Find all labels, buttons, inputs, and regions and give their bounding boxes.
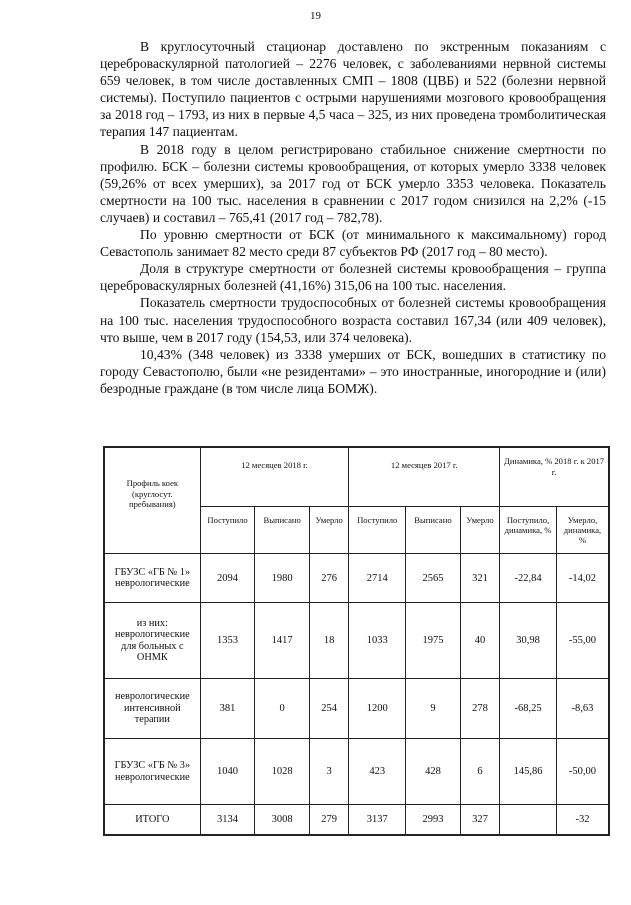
table-cell: -32 bbox=[556, 805, 609, 836]
table-cell: 0 bbox=[255, 679, 310, 739]
table-cell: 279 bbox=[309, 805, 348, 836]
sub-header: Выписано bbox=[406, 507, 461, 554]
table-cell: 1353 bbox=[200, 603, 255, 679]
table-row-total bbox=[104, 805, 609, 836]
row-profile: ГБУЗС «ГБ № 1» неврологические bbox=[104, 554, 200, 603]
sub-header: Умерло bbox=[460, 507, 499, 554]
table-cell: 6 bbox=[460, 739, 499, 805]
table-cell: 276 bbox=[309, 554, 348, 603]
paragraph-2: В 2018 году в целом регистрировано стабильное снижение смертности по профилю. БСК – болезни системы кровообращения, от которых умерло 3338 человек (59,26% от всех умерших), за 2017 год от БСК умерло 3353 человека. Показатель смертности на 100 тыс. населения в сравнении с 2017 годом снизился на 2,2% (-15 случаев) и составил – 765,41 (2017 год – 782,78). bbox=[100, 141, 606, 225]
table-cell: 1033 bbox=[349, 603, 406, 679]
table-cell: 1975 bbox=[406, 603, 461, 679]
table-cell: 9 bbox=[406, 679, 461, 739]
row-profile: ГБУЗС «ГБ № 3» неврологические bbox=[104, 739, 200, 805]
table-cell: 1980 bbox=[255, 554, 310, 603]
table-row bbox=[104, 739, 609, 805]
table-row bbox=[104, 603, 609, 679]
table-cell: 1040 bbox=[200, 739, 255, 805]
table-cell: 423 bbox=[349, 739, 406, 805]
table-cell: 327 bbox=[460, 805, 499, 836]
table-cell: -55,00 bbox=[556, 603, 609, 679]
table-cell: 40 bbox=[460, 603, 499, 679]
row-profile: из них: неврологические для больных с ОНМК bbox=[104, 603, 200, 679]
table-cell: 2094 bbox=[200, 554, 255, 603]
table-cell: 145,86 bbox=[500, 739, 557, 805]
paragraph-6: 10,43% (348 человек) из 3338 умерших от БСК, вошедших в статистику по городу Севастополю, были «не резидентами» – это иностранные, иногородние и (или) безродные граждане (в том числе лица БОМЖ). bbox=[100, 346, 606, 396]
table-cell: 254 bbox=[309, 679, 348, 739]
table-cell: 30,98 bbox=[500, 603, 557, 679]
table-cell bbox=[500, 805, 557, 836]
sub-header: Поступило, динамика, % bbox=[500, 507, 557, 554]
paragraph-4: Доля в структуре смертности от болезней системы кровообращения – группа цереброваскулярных болезней (41,16%) 315,06 на 100 тыс. населения. bbox=[100, 261, 606, 294]
table-cell: -68,25 bbox=[500, 679, 557, 739]
body-text bbox=[100, 38, 606, 397]
table-cell: 3 bbox=[309, 739, 348, 805]
table-cell: 1028 bbox=[255, 739, 310, 805]
table-cell: -8,63 bbox=[556, 679, 609, 739]
table-cell: 3137 bbox=[349, 805, 406, 836]
sub-header: Умерло, динамика, % bbox=[556, 507, 609, 554]
table-cell: 278 bbox=[460, 679, 499, 739]
sub-header: Поступило bbox=[200, 507, 255, 554]
sub-header: Умерло bbox=[309, 507, 348, 554]
table-cell: 2565 bbox=[406, 554, 461, 603]
table-cell: -22,84 bbox=[500, 554, 557, 603]
corner-header: Профиль коек (круглосут. пребывания) bbox=[104, 447, 200, 554]
table-cell: 321 bbox=[460, 554, 499, 603]
sub-header: Поступило bbox=[349, 507, 406, 554]
group-header-dynamics: Динамика, % 2018 г. к 2017 г. bbox=[500, 447, 609, 507]
table-cell: 1417 bbox=[255, 603, 310, 679]
table-cell: -14,02 bbox=[556, 554, 609, 603]
group-header-2018: 12 месяцев 2018 г. bbox=[200, 447, 349, 507]
group-header-2017: 12 месяцев 2017 г. bbox=[349, 447, 500, 507]
table-cell: 2714 bbox=[349, 554, 406, 603]
table-cell: 3134 bbox=[200, 805, 255, 836]
paragraph-1: В круглосуточный стационар доставлено по экстренным показаниям с цереброваскулярной патологией – 2276 человек, с заболеваниями нервной системы 659 человек, в том числе доставленных СМП – 1808 (ЦВБ) и 522 (болезни нервной системы). Поступило пациентов с острыми нарушениями мозгового кровообращения за 2018 год – 1793, из них в первые 4,5 часа – 325, из них проведена тромболитическая терапия 147 пациентам. bbox=[100, 39, 606, 140]
table-row bbox=[104, 679, 609, 739]
table-row bbox=[104, 554, 609, 603]
bed-profile-table bbox=[103, 446, 610, 836]
table-cell: 18 bbox=[309, 603, 348, 679]
table-cell: 381 bbox=[200, 679, 255, 739]
table-cell: 1200 bbox=[349, 679, 406, 739]
page-number: 19 bbox=[310, 10, 321, 22]
paragraph-3: По уровню смертности от БСК (от минимального к максимальному) город Севастополь занимает 82 место среди 87 субъектов РФ (2017 год – 80 место). bbox=[100, 227, 606, 260]
row-profile: ИТОГО bbox=[104, 805, 200, 836]
table-cell: 428 bbox=[406, 739, 461, 805]
table-cell: -50,00 bbox=[556, 739, 609, 805]
sub-header: Выписано bbox=[255, 507, 310, 554]
table-cell: 3008 bbox=[255, 805, 310, 836]
paragraph-5: Показатель смертности трудоспособных от болезней системы кровообращения на 100 тыс. населения трудоспособного возраста составил 167,34 (или 409 человек), что выше, чем в 2017 году (154,53, или 374 человека). bbox=[100, 295, 606, 345]
table-cell: 2993 bbox=[406, 805, 461, 836]
row-profile: неврологические интенсивной терапии bbox=[104, 679, 200, 739]
